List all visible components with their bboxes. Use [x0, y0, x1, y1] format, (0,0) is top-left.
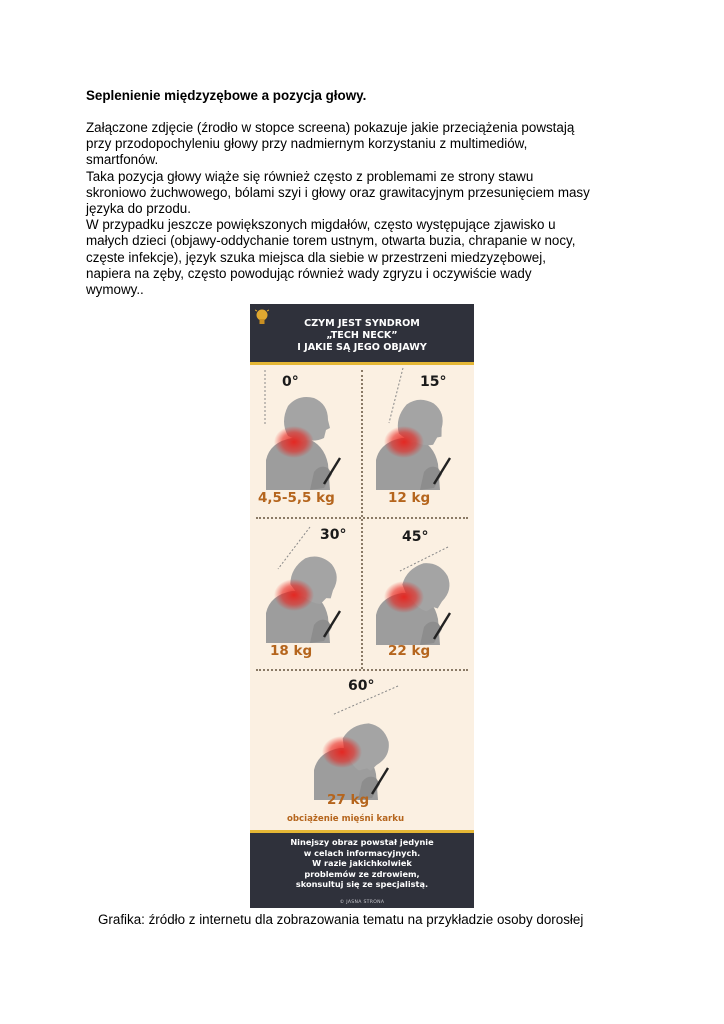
- body-line: W przypadku jeszcze powiększonych migdałów, często występujące zjawisko u: [86, 217, 556, 233]
- header-line: „TECH NECK”: [326, 330, 398, 341]
- weight-subtitle: obciążenie mięśni karku: [287, 814, 405, 824]
- person-figure-icon: [368, 392, 474, 492]
- body-line: smartfonów.: [86, 152, 159, 168]
- neck-pain-highlight: [274, 426, 314, 458]
- divider: [256, 669, 468, 671]
- weight-label: 22 kg: [388, 643, 431, 659]
- panel-60deg: [250, 672, 474, 832]
- body-line: małych dzieci (objawy-oddychanie torem ustnym, otwarta buzia, chrapanie w nocy,: [86, 233, 576, 249]
- body-line: skroniowo żuchwowego, bólami szyi i głowy oraz grawitacyjnym przesunięciem masy: [86, 184, 590, 200]
- body-line: napiera na zęby, często powodując również wady zgryzu i oczywiście wady: [86, 265, 532, 281]
- infographic-footer: [250, 830, 474, 908]
- neck-pain-highlight: [384, 426, 424, 458]
- angle-label: 30°: [320, 527, 347, 543]
- body-line: częste infekcje), język szuka miejsca dla siebie w przestrzeni miedzyzębowej,: [86, 249, 546, 265]
- body-line: wymowy..: [86, 282, 144, 298]
- panel-30deg: [250, 519, 360, 669]
- weight-label: 18 kg: [270, 643, 313, 659]
- document-body: [86, 120, 638, 298]
- weight-label: 4,5-5,5 kg: [258, 490, 335, 506]
- person-figure-icon: [258, 545, 368, 645]
- angle-label: 60°: [348, 678, 375, 694]
- neck-pain-highlight: [322, 736, 362, 768]
- weight-label: 12 kg: [388, 490, 431, 506]
- header-line: I JAKIE SĄ JEGO OBJAWY: [297, 342, 427, 353]
- image-credit: © JASNA STRONA: [339, 900, 385, 905]
- tech-neck-infographic: [250, 304, 474, 908]
- panel-0deg: [250, 366, 360, 516]
- disclaimer-line: w celach informacyjnych.: [303, 847, 421, 858]
- body-line: przy przodopochyleniu głowy przy nadmiernym korzystaniu z multimediów,: [86, 136, 528, 152]
- body-line: języka do przodu.: [86, 201, 191, 217]
- disclaimer-line: problemów ze zdrowiem,: [304, 868, 420, 879]
- header-line: CZYM JEST SYNDROM: [304, 318, 420, 329]
- figure-caption: Grafika: źródło z internetu dla zobrazowania tematu na przykładzie osoby dorosłej: [98, 912, 584, 927]
- weight-label: 27 kg: [327, 792, 370, 808]
- angle-label: 0°: [282, 374, 299, 390]
- angle-label: 45°: [402, 529, 429, 545]
- infographic-header: [250, 304, 474, 365]
- disclaimer-line: W razie jakichkolwiek: [312, 858, 412, 869]
- body-line: Załączone zdjęcie (źrodło w stopce screena) pokazuje jakie przeciążenia powstają: [86, 120, 575, 135]
- body-line: Taka pozycja głowy wiąże się również często z problemami ze strony stawu: [86, 168, 534, 184]
- person-figure-icon: [368, 547, 474, 647]
- person-figure-icon: [306, 702, 416, 802]
- panel-15deg: [362, 366, 474, 516]
- neck-pain-highlight: [384, 581, 424, 613]
- angle-label: 15°: [420, 374, 447, 390]
- document-title: Seplenienie międzyzębowe a pozycja głowy.: [86, 88, 367, 103]
- neck-pain-highlight: [274, 579, 314, 611]
- person-figure-icon: [258, 392, 368, 492]
- disclaimer-line: skonsultuj się ze specjalistą.: [295, 879, 429, 890]
- panel-45deg: [362, 519, 474, 669]
- disclaimer-line: Ninejszy obraz powstał jedynie: [290, 837, 434, 847]
